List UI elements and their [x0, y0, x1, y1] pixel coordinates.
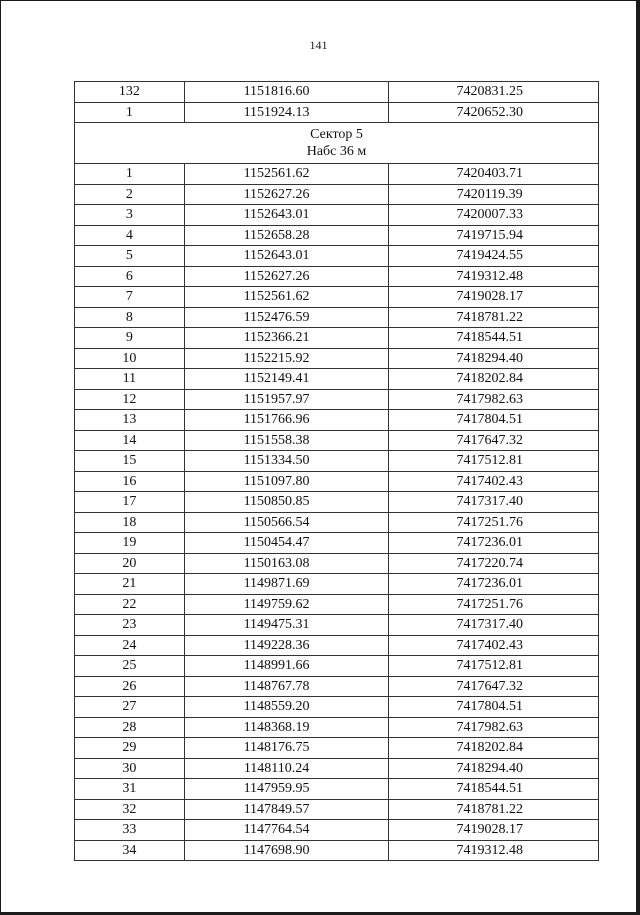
point-number-cell: 34 — [75, 840, 185, 861]
table-row — [75, 492, 599, 513]
x-coordinate-cell: 1152643.01 — [184, 246, 389, 267]
table-row — [75, 410, 599, 431]
y-coordinate-cell: 7417804.51 — [389, 697, 599, 718]
table-row — [75, 533, 599, 554]
y-coordinate-cell: 7417512.81 — [389, 656, 599, 677]
table-row — [75, 164, 599, 185]
x-coordinate-cell: 1152658.28 — [184, 225, 389, 246]
x-coordinate-cell: 1150850.85 — [184, 492, 389, 513]
x-coordinate-cell: 1148767.78 — [184, 676, 389, 697]
point-number-cell: 14 — [75, 430, 185, 451]
point-number-cell: 12 — [75, 389, 185, 410]
x-coordinate-cell: 1151816.60 — [184, 82, 389, 103]
y-coordinate-cell: 7419028.17 — [389, 287, 599, 308]
y-coordinate-cell: 7420007.33 — [389, 205, 599, 226]
point-number-cell: 6 — [75, 266, 185, 287]
table-row — [75, 307, 599, 328]
table-row — [75, 225, 599, 246]
x-coordinate-cell: 1147698.90 — [184, 840, 389, 861]
point-number-cell: 11 — [75, 369, 185, 390]
point-number-cell: 31 — [75, 779, 185, 800]
table-row — [75, 82, 599, 103]
x-coordinate-cell: 1152643.01 — [184, 205, 389, 226]
y-coordinate-cell: 7418544.51 — [389, 328, 599, 349]
y-coordinate-cell: 7420403.71 — [389, 164, 599, 185]
table-row — [75, 594, 599, 615]
x-coordinate-cell: 1152627.26 — [184, 266, 389, 287]
point-number-cell: 15 — [75, 451, 185, 472]
coordinates-table — [74, 81, 599, 861]
point-number-cell: 20 — [75, 553, 185, 574]
x-coordinate-cell: 1148176.75 — [184, 738, 389, 759]
point-number-cell: 132 — [75, 82, 185, 103]
page-number: 141 — [309, 38, 328, 52]
y-coordinate-cell: 7417982.63 — [389, 717, 599, 738]
point-number-cell: 13 — [75, 410, 185, 431]
x-coordinate-cell: 1150566.54 — [184, 512, 389, 533]
table-row — [75, 471, 599, 492]
x-coordinate-cell: 1152561.62 — [184, 287, 389, 308]
point-number-cell: 10 — [75, 348, 185, 369]
x-coordinate-cell: 1149871.69 — [184, 574, 389, 595]
section-title: Сектор 5 — [310, 127, 363, 142]
table-row — [75, 758, 599, 779]
point-number-cell: 1 — [75, 164, 185, 185]
table-row — [75, 430, 599, 451]
x-coordinate-cell: 1152476.59 — [184, 307, 389, 328]
table-row — [75, 512, 599, 533]
point-number-cell: 8 — [75, 307, 185, 328]
point-number-cell: 3 — [75, 205, 185, 226]
x-coordinate-cell: 1149759.62 — [184, 594, 389, 615]
point-number-cell: 29 — [75, 738, 185, 759]
x-coordinate-cell: 1147849.57 — [184, 799, 389, 820]
table-row — [75, 246, 599, 267]
point-number-cell: 5 — [75, 246, 185, 267]
document-page — [1, 1, 636, 912]
y-coordinate-cell: 7417220.74 — [389, 553, 599, 574]
table-row — [75, 328, 599, 349]
table-top-rows — [75, 82, 599, 123]
point-number-cell: 26 — [75, 676, 185, 697]
y-coordinate-cell: 7417804.51 — [389, 410, 599, 431]
point-number-cell: 24 — [75, 635, 185, 656]
table-row — [75, 553, 599, 574]
table-row — [75, 287, 599, 308]
table-row — [75, 635, 599, 656]
y-coordinate-cell: 7418294.40 — [389, 348, 599, 369]
y-coordinate-cell: 7418781.22 — [389, 307, 599, 328]
x-coordinate-cell: 1151334.50 — [184, 451, 389, 472]
y-coordinate-cell: 7418202.84 — [389, 738, 599, 759]
y-coordinate-cell: 7417512.81 — [389, 451, 599, 472]
y-coordinate-cell: 7419424.55 — [389, 246, 599, 267]
point-number-cell: 21 — [75, 574, 185, 595]
point-number-cell: 32 — [75, 799, 185, 820]
table-row — [75, 615, 599, 636]
y-coordinate-cell: 7417647.32 — [389, 676, 599, 697]
x-coordinate-cell: 1149228.36 — [184, 635, 389, 656]
table-row — [75, 184, 599, 205]
y-coordinate-cell: 7417317.40 — [389, 492, 599, 513]
table-row — [75, 676, 599, 697]
y-coordinate-cell: 7419312.48 — [389, 840, 599, 861]
point-number-cell: 18 — [75, 512, 185, 533]
table-row — [75, 799, 599, 820]
y-coordinate-cell: 7420831.25 — [389, 82, 599, 103]
point-number-cell: 16 — [75, 471, 185, 492]
x-coordinate-cell: 1147764.54 — [184, 820, 389, 841]
table-row — [75, 840, 599, 861]
table-body-rows — [75, 164, 599, 861]
x-coordinate-cell: 1151097.80 — [184, 471, 389, 492]
table-row — [75, 369, 599, 390]
x-coordinate-cell: 1152215.92 — [184, 348, 389, 369]
point-number-cell: 1 — [75, 102, 185, 123]
point-number-cell: 7 — [75, 287, 185, 308]
y-coordinate-cell: 7419028.17 — [389, 820, 599, 841]
y-coordinate-cell: 7417236.01 — [389, 574, 599, 595]
point-number-cell: 17 — [75, 492, 185, 513]
y-coordinate-cell: 7417251.76 — [389, 594, 599, 615]
x-coordinate-cell: 1148110.24 — [184, 758, 389, 779]
y-coordinate-cell: 7417647.32 — [389, 430, 599, 451]
y-coordinate-cell: 7418202.84 — [389, 369, 599, 390]
y-coordinate-cell: 7419312.48 — [389, 266, 599, 287]
table-row — [75, 697, 599, 718]
point-number-cell: 22 — [75, 594, 185, 615]
x-coordinate-cell: 1150454.47 — [184, 533, 389, 554]
y-coordinate-cell: 7419715.94 — [389, 225, 599, 246]
x-coordinate-cell: 1152149.41 — [184, 369, 389, 390]
y-coordinate-cell: 7417982.63 — [389, 389, 599, 410]
point-number-cell: 30 — [75, 758, 185, 779]
point-number-cell: 27 — [75, 697, 185, 718]
table-row — [75, 205, 599, 226]
y-coordinate-cell: 7417236.01 — [389, 533, 599, 554]
point-number-cell: 2 — [75, 184, 185, 205]
point-number-cell: 28 — [75, 717, 185, 738]
table-row — [75, 656, 599, 677]
point-number-cell: 19 — [75, 533, 185, 554]
x-coordinate-cell: 1149475.31 — [184, 615, 389, 636]
table-row — [75, 717, 599, 738]
y-coordinate-cell: 7417317.40 — [389, 615, 599, 636]
x-coordinate-cell: 1151766.96 — [184, 410, 389, 431]
y-coordinate-cell: 7417402.43 — [389, 635, 599, 656]
table-row — [75, 102, 599, 123]
x-coordinate-cell: 1152366.21 — [184, 328, 389, 349]
x-coordinate-cell: 1151957.97 — [184, 389, 389, 410]
y-coordinate-cell: 7420652.30 — [389, 102, 599, 123]
y-coordinate-cell: 7417251.76 — [389, 512, 599, 533]
table-row — [75, 820, 599, 841]
x-coordinate-cell: 1148991.66 — [184, 656, 389, 677]
x-coordinate-cell: 1152561.62 — [184, 164, 389, 185]
x-coordinate-cell: 1151924.13 — [184, 102, 389, 123]
x-coordinate-cell: 1150163.08 — [184, 553, 389, 574]
section-header-cell — [75, 123, 599, 164]
y-coordinate-cell: 7417402.43 — [389, 471, 599, 492]
y-coordinate-cell: 7418294.40 — [389, 758, 599, 779]
table-row — [75, 266, 599, 287]
point-number-cell: 4 — [75, 225, 185, 246]
x-coordinate-cell: 1148368.19 — [184, 717, 389, 738]
y-coordinate-cell: 7420119.39 — [389, 184, 599, 205]
point-number-cell: 23 — [75, 615, 185, 636]
section-subtitle: Набс 36 м — [306, 144, 367, 159]
table-row — [75, 574, 599, 595]
x-coordinate-cell: 1147959.95 — [184, 779, 389, 800]
point-number-cell: 25 — [75, 656, 185, 677]
y-coordinate-cell: 7418544.51 — [389, 779, 599, 800]
x-coordinate-cell: 1152627.26 — [184, 184, 389, 205]
y-coordinate-cell: 7418781.22 — [389, 799, 599, 820]
point-number-cell: 33 — [75, 820, 185, 841]
table-row — [75, 451, 599, 472]
x-coordinate-cell: 1151558.38 — [184, 430, 389, 451]
table-row — [75, 389, 599, 410]
table-row — [75, 738, 599, 759]
point-number-cell: 9 — [75, 328, 185, 349]
section-header-row — [75, 123, 599, 164]
table-row — [75, 779, 599, 800]
table-row — [75, 348, 599, 369]
x-coordinate-cell: 1148559.20 — [184, 697, 389, 718]
section-header-group — [75, 123, 599, 164]
